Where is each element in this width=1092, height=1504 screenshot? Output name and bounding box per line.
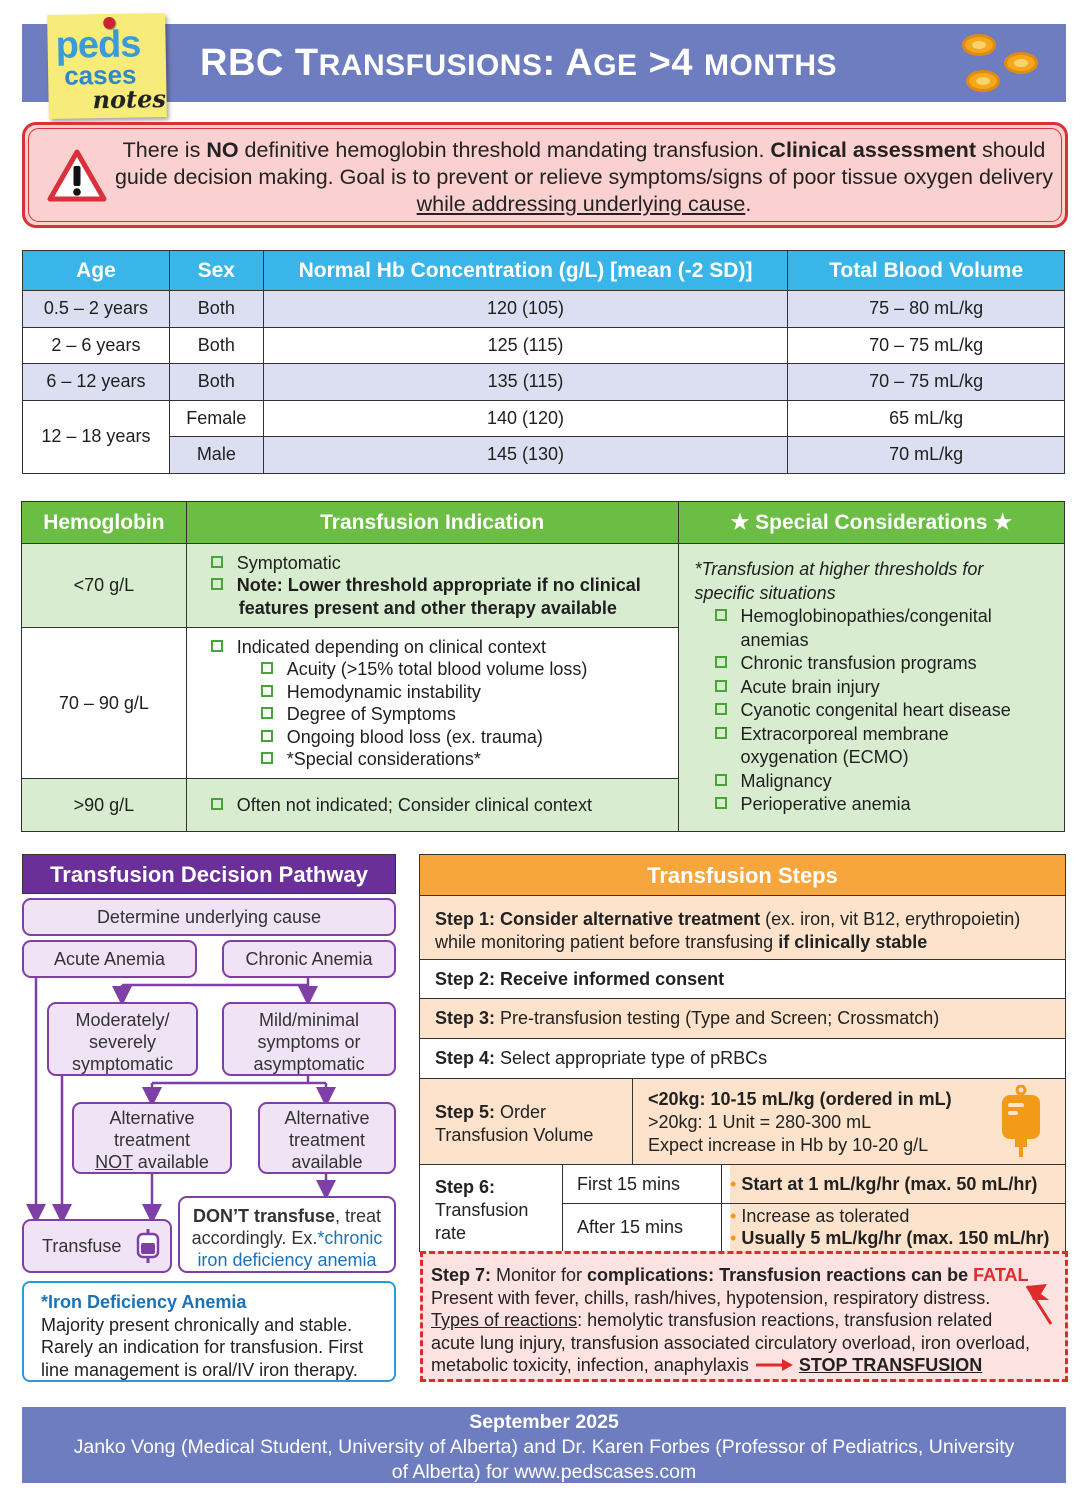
cell-sex: Both [169,291,263,328]
step-2: Step 2: Receive informed consent [419,960,1066,999]
logo-peds: peds [55,23,141,67]
cell-sex: Both [169,327,263,364]
cell-sex: Female [169,400,263,437]
cell-blood-volume: 70 – 75 mL/kg [788,327,1065,364]
cell-hb-range: >90 g/L [22,779,187,832]
determine-cause-box: Determine underlying cause [22,898,396,936]
logo-notes: notes [92,83,167,115]
step-1: Step 1: Consider alternative treatment (ex. iron, vit B12, erythropoietin) while monitoring patient before transfusing if clinically stable [419,896,1066,960]
chronic-anemia-box: Chronic Anemia [222,940,396,978]
red-arrow-icon [754,1358,794,1372]
column-header-age: Age [23,251,170,291]
cell-indication: Indicated depending on clinical context Acuity (>15% total blood volume loss) Hemodynamic instability Degree of Symptoms Ongoing blood loss (ex. trauma) *Special considerations* [186,628,678,779]
footer-date: September 2025 [469,1411,619,1433]
list-item: Malignancy [695,770,1064,794]
cell-hb: 125 (115) [263,327,787,364]
cell-indication: Symptomatic Note: Lower threshold appropriate if no clinical features present and other therapy available [186,544,678,628]
step-6: Step 6: Transfusion rate First 15 mins After 15 mins • Start at 1 mL/kg/hr (max. 50 mL/hr) • Increase as tolerated • Usually 5 mL/kg/hr (max. 150 mL/hr) [419,1165,1066,1252]
footer [22,1407,1066,1483]
cell-hb-range: <70 g/L [22,544,187,628]
acute-anemia-box: Acute Anemia [22,940,197,978]
cell-age: 2 – 6 years [23,327,170,364]
cell-hb: 145 (130) [263,437,787,474]
column-header-normal-hb: Normal Hb Concentration (g/L) [mean (-2 SD)] [263,251,787,291]
list-item: Extracorporeal membrane [695,723,1064,747]
step-7-monitor: Step 7: Monitor for complications: Transfusion reactions can be FATAL Present with fever, chills, rash/hives, hypotension, respiratory distress. Types of reactions: hemolytic transfusion reactions, transfusion related acute lung injury, transfusion associated circulatory overload, iron overload, metabolic toxicity, infection, anaphylaxis STOP TRANSFUSION [420,1251,1068,1382]
logo-cases: cases [63,59,137,91]
cell-age: 0.5 – 2 years [23,291,170,328]
pathway-title: Transfusion Decision Pathway [22,854,396,894]
column-header-blood-volume: Total Blood Volume [788,251,1065,291]
column-header-hemoglobin: Hemoglobin [22,502,187,544]
step-5: Step 5: Order Transfusion Volume <20kg: 10-15 mL/kg (ordered in mL) >20kg: 1 Unit = 280-300 mL Expect increase in Hb by 10-20 g/L [419,1079,1066,1165]
cell-age: 12 – 18 years [23,400,170,473]
moderately-symptomatic-box: Moderately/ severely symptomatic [47,1002,198,1076]
blood-bag-icon [136,1229,160,1263]
cell-blood-volume: 70 – 75 mL/kg [788,364,1065,401]
footer-credit-cont: of Alberta) for www.pedscases.com [391,1461,697,1483]
alternative-available-box: Alternative treatment available [258,1102,396,1174]
iv-bag-icon [998,1085,1044,1157]
iron-deficiency-anemia-note: *Iron Deficiency Anemia Majority present chronically and stable. Rarely an indication for transfusion. First line management is oral/IV iron therapy. [22,1281,396,1382]
cell-indication: Often not indicated; Consider clinical context [186,779,678,832]
column-header-special-considerations: ★ Special Considerations ★ [678,502,1064,544]
page-title: RBC TRANSFUSIONS: AGE >4 MONTHS [200,42,838,84]
stop-transfusion-label: STOP TRANSFUSION [798,1355,983,1375]
steps-title: Transfusion Steps [419,854,1066,896]
column-header-indication: Transfusion Indication [186,502,678,544]
transfuse-box: Transfuse [22,1219,172,1273]
footer-credit: Janko Vong (Medical Student, University of Alberta) and Dr. Karen Forbes (Professor of Pediatrics, University [73,1436,1015,1458]
list-item: Perioperative anemia [695,793,1064,817]
red-flag-icon [1021,1282,1055,1326]
step-3: Step 3: Pre-transfusion testing (Type and Screen; Crossmatch) [419,999,1066,1039]
cell-age: 6 – 12 years [23,364,170,401]
list-item: Chronic transfusion programs [695,652,1064,676]
alternative-not-available-box: Alternative treatment NOT available [72,1102,232,1174]
cell-blood-volume: 65 mL/kg [788,400,1065,437]
step-4: Step 4: Select appropriate type of pRBCs [419,1039,1066,1079]
chronic-iron-deficiency-link[interactable]: *chronic iron deficiency anemia [197,1228,383,1270]
cell-blood-volume: 75 – 80 mL/kg [788,291,1065,328]
list-item: Hemoglobinopathies/congenital [695,605,1064,629]
column-header-sex: Sex [169,251,263,291]
cell-hb: 135 (115) [263,364,787,401]
cell-hb: 140 (120) [263,400,787,437]
cell-hb: 120 (105) [263,291,787,328]
list-item: Acute brain injury [695,676,1064,700]
cell-sex: Both [169,364,263,401]
mild-symptoms-box: Mild/minimal symptoms or asymptomatic [222,1002,396,1076]
special-considerations-cell: *Transfusion at higher thresholds for specific situations Hemoglobinopathies/congenital anemias Chronic transfusion programs Acute brain injury Cyanotic congenital heart disease Extracorporeal membrane oxygenation (ECMO) Malignancy Perioperative anemia [678,544,1064,832]
warning-text: There is NO definitive hemoglobin threshold mandating transfusion. Clinical assessment should guide decision making. Goal is to prevent or relieve symptoms/signs of poor tissue oxygen delivery while addressing underlying cause. [114,138,1054,216]
cell-blood-volume: 70 mL/kg [788,437,1065,474]
list-item: Cyanotic congenital heart disease [695,699,1064,723]
cell-hb-range: 70 – 90 g/L [22,628,187,779]
dont-transfuse-box: DON’T transfuse, treat accordingly. Ex.*chronic iron deficiency anemia [178,1196,396,1273]
cell-sex: Male [169,437,263,474]
